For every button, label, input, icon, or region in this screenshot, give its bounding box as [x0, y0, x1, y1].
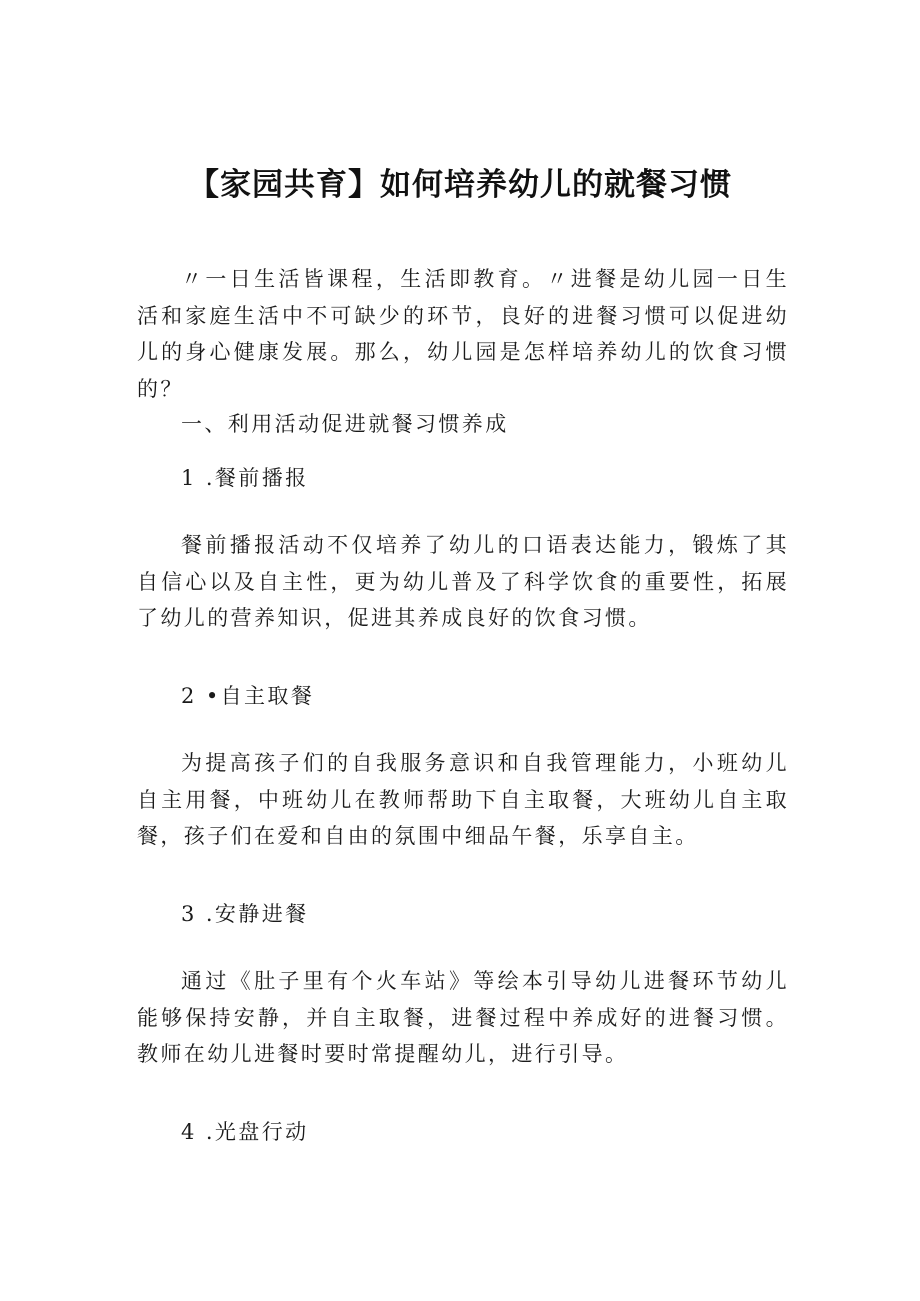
item-heading-3: 3 .安静进餐: [181, 902, 309, 926]
section-heading-1: 一、利用活动促进就餐习惯养成: [181, 412, 509, 436]
item-body-3: 通过《肚子里有个火车站》等绘本引导幼儿进餐环节幼儿能够保持安静，并自主取餐，进餐过程中养成好的进餐习惯。教师在幼儿进餐时要时常提醒幼儿，进行引导。: [137, 969, 789, 1066]
document-title: 【家园共育】如何培养幼儿的就餐习惯: [188, 167, 732, 203]
item-heading-2: 2 •自主取餐: [181, 684, 315, 708]
item-heading-1: 1 .餐前播报: [181, 466, 309, 490]
item-heading-4: 4 .光盘行动: [181, 1120, 309, 1144]
intro-paragraph: 〃一日生活皆课程，生活即教育。〃进餐是幼儿园一日生活和家庭生活中不可缺少的环节，良好的进餐习惯可以促进幼儿的身心健康发展。那么，幼儿园是怎样培养幼儿的饮食习惯的？: [137, 267, 789, 401]
item-body-1: 餐前播报活动不仅培养了幼儿的口语表达能力，锻炼了其自信心以及自主性，更为幼儿普及了科学饮食的重要性，拓展了幼儿的营养知识，促进其养成良好的饮食习惯。: [137, 533, 789, 630]
item-body-2: 为提高孩子们的自我服务意识和自我管理能力，小班幼儿自主用餐，中班幼儿在教师帮助下自主取餐，大班幼儿自主取餐，孩子们在爱和自由的氛围中细品午餐，乐享自主。: [137, 751, 789, 848]
